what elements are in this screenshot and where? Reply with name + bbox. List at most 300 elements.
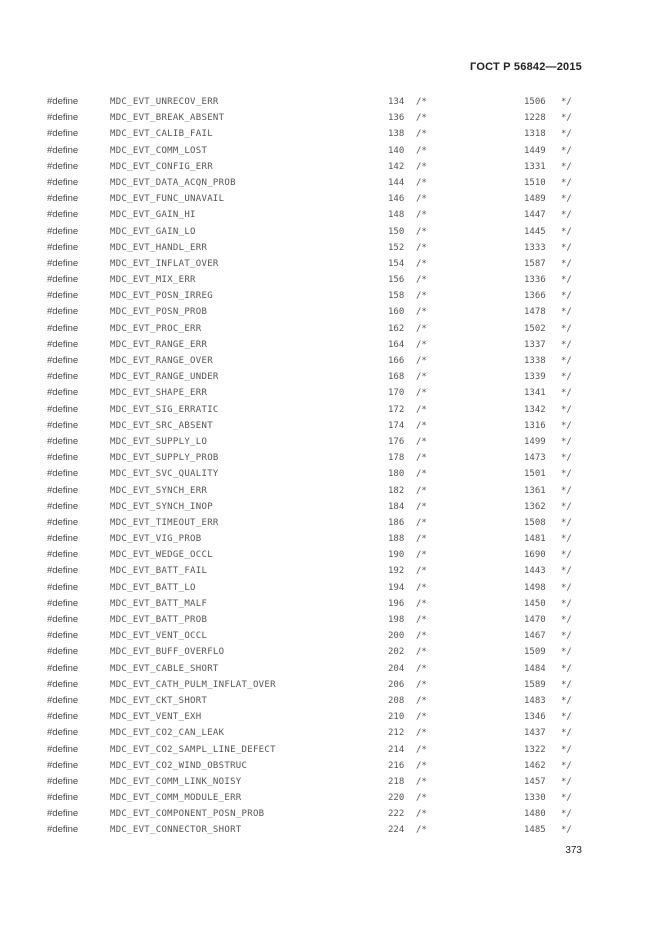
constant-value: 190 <box>388 550 405 561</box>
define-keyword: #define <box>47 824 79 836</box>
constant-value: 196 <box>388 598 405 609</box>
comment-close: */ <box>561 679 572 690</box>
reference-code: 1342 <box>524 404 546 415</box>
define-row <box>0 159 661 175</box>
comment-open: /* <box>416 501 427 512</box>
comment-close: */ <box>561 744 572 755</box>
comment-close: */ <box>561 825 572 836</box>
constant-value: 204 <box>388 663 405 674</box>
comment-close: */ <box>561 356 572 366</box>
comment-close: */ <box>561 485 572 496</box>
reference-code: 1480 <box>524 809 546 820</box>
comment-open: /* <box>416 615 427 625</box>
define-keyword: #define <box>47 581 79 593</box>
define-row <box>0 644 661 660</box>
constant-name: MDC_EVT_VENT_OCCL <box>110 631 208 642</box>
comment-open: /* <box>416 566 427 577</box>
constant-value: 140 <box>388 145 405 156</box>
comment-open: /* <box>416 404 427 415</box>
comment-close: */ <box>561 598 572 609</box>
define-keyword: #define <box>47 257 79 269</box>
constant-name: MDC_EVT_FUNC_UNAVAIL <box>110 194 225 205</box>
define-keyword: #define <box>47 176 79 188</box>
reference-code: 1457 <box>524 776 546 787</box>
comment-open: /* <box>416 534 427 545</box>
constant-value: 176 <box>388 436 405 447</box>
reference-code: 1509 <box>524 647 546 658</box>
constant-name: MDC_EVT_UNRECOV_ERR <box>110 97 219 107</box>
define-row <box>0 321 661 337</box>
comment-close: */ <box>561 712 572 723</box>
comment-close: */ <box>561 161 572 172</box>
comment-open: /* <box>416 760 427 771</box>
define-row <box>0 612 661 628</box>
reference-code: 1362 <box>524 501 546 512</box>
reference-code: 1228 <box>524 113 546 124</box>
comment-open: /* <box>416 226 427 237</box>
define-row <box>0 353 661 369</box>
constant-name: MDC_EVT_MIX_ERR <box>110 275 196 286</box>
define-row <box>0 434 661 450</box>
reference-code: 1366 <box>524 291 546 302</box>
define-keyword: #define <box>47 274 79 286</box>
standard-header: ГОСТ Р 56842—2015 <box>470 61 582 73</box>
define-row <box>0 693 661 709</box>
comment-open: /* <box>416 663 427 674</box>
reference-code: 1508 <box>524 517 546 528</box>
reference-code: 1473 <box>524 453 546 464</box>
comment-open: /* <box>416 679 427 690</box>
define-row <box>0 256 661 272</box>
reference-code: 1499 <box>524 436 546 447</box>
define-keyword: #define <box>47 614 79 625</box>
comment-open: /* <box>416 372 427 383</box>
reference-code: 1322 <box>524 744 546 755</box>
reference-code: 1449 <box>524 145 546 156</box>
define-row <box>0 499 661 515</box>
define-row <box>0 677 661 693</box>
comment-open: /* <box>416 825 427 836</box>
reference-code: 1467 <box>524 631 546 642</box>
constant-name: MDC_EVT_VIG_PROB <box>110 534 202 545</box>
constant-name: MDC_EVT_RANGE_OVER <box>110 356 213 366</box>
reference-code: 1470 <box>524 615 546 625</box>
constant-name: MDC_EVT_COMM_MODULE_ERR <box>110 793 242 804</box>
comment-close: */ <box>561 404 572 415</box>
reference-code: 1450 <box>524 598 546 609</box>
constant-name: MDC_EVT_BUFF_OVERFLO <box>110 647 225 658</box>
constant-name: MDC_EVT_POSN_PROB <box>110 307 208 318</box>
constant-value: 206 <box>388 679 405 690</box>
define-row <box>0 661 661 677</box>
comment-close: */ <box>561 615 572 625</box>
constant-name: MDC_EVT_SYNCH_ERR <box>110 485 208 496</box>
constant-name: MDC_EVT_SIG_ERRATIC <box>110 404 219 415</box>
comment-close: */ <box>561 453 572 464</box>
constant-name: MDC_EVT_TIMEOUT_ERR <box>110 517 219 528</box>
constant-value: 174 <box>388 420 405 431</box>
reference-code: 1339 <box>524 372 546 383</box>
constant-value: 138 <box>388 129 405 140</box>
constant-value: 162 <box>388 323 405 334</box>
constant-value: 212 <box>388 728 405 739</box>
constant-value: 166 <box>388 356 405 366</box>
comment-open: /* <box>416 307 427 318</box>
constant-name: MDC_EVT_COMM_LOST <box>110 145 208 156</box>
comment-close: */ <box>561 339 572 350</box>
define-row <box>0 450 661 466</box>
define-row <box>0 94 661 110</box>
comment-close: */ <box>561 566 572 577</box>
comment-close: */ <box>561 307 572 318</box>
comment-close: */ <box>561 194 572 205</box>
define-row <box>0 547 661 563</box>
comment-open: /* <box>416 712 427 723</box>
define-row <box>0 418 661 434</box>
constant-value: 182 <box>388 485 405 496</box>
reference-code: 1330 <box>524 793 546 804</box>
constant-value: 170 <box>388 388 405 399</box>
constant-name: MDC_EVT_CKT_SHORT <box>110 695 208 706</box>
comment-open: /* <box>416 275 427 286</box>
comment-close: */ <box>561 242 572 253</box>
constant-value: 194 <box>388 582 405 593</box>
code-listing <box>0 94 661 839</box>
comment-open: /* <box>416 517 427 528</box>
define-row <box>0 110 661 126</box>
constant-name: MDC_EVT_SVC_QUALITY <box>110 469 219 480</box>
constant-name: MDC_EVT_BREAK_ABSENT <box>110 113 225 124</box>
comment-close: */ <box>561 760 572 771</box>
define-keyword: #define <box>47 419 79 431</box>
define-row <box>0 822 661 838</box>
constant-value: 148 <box>388 210 405 221</box>
define-row <box>0 483 661 499</box>
define-keyword: #define <box>47 371 79 383</box>
define-keyword: #define <box>47 225 79 237</box>
define-keyword: #define <box>47 662 79 674</box>
define-keyword: #define <box>47 597 79 609</box>
comment-close: */ <box>561 695 572 706</box>
constant-value: 216 <box>388 760 405 771</box>
comment-close: */ <box>561 647 572 658</box>
reference-code: 1336 <box>524 275 546 286</box>
define-keyword: #define <box>47 500 79 512</box>
reference-code: 1318 <box>524 129 546 140</box>
constant-value: 164 <box>388 339 405 350</box>
constant-value: 224 <box>388 825 405 836</box>
constant-value: 198 <box>388 615 405 625</box>
constant-value: 136 <box>388 113 405 124</box>
define-keyword: #define <box>47 193 79 205</box>
comment-open: /* <box>416 598 427 609</box>
comment-close: */ <box>561 291 572 302</box>
define-row <box>0 304 661 320</box>
comment-open: /* <box>416 145 427 156</box>
define-row <box>0 143 661 159</box>
constant-value: 144 <box>388 177 405 188</box>
define-row <box>0 337 661 353</box>
define-keyword: #define <box>47 711 79 723</box>
comment-close: */ <box>561 129 572 140</box>
define-keyword: #define <box>47 452 79 464</box>
define-row <box>0 580 661 596</box>
comment-close: */ <box>561 97 572 107</box>
comment-open: /* <box>416 161 427 172</box>
define-keyword: #define <box>47 792 79 804</box>
comment-close: */ <box>561 517 572 528</box>
constant-value: 180 <box>388 469 405 480</box>
define-row <box>0 725 661 741</box>
define-keyword: #define <box>47 533 79 545</box>
comment-open: /* <box>416 323 427 334</box>
comment-open: /* <box>416 776 427 787</box>
constant-name: MDC_EVT_SHAPE_ERR <box>110 388 208 399</box>
constant-name: MDC_EVT_SUPPLY_LO <box>110 436 208 447</box>
comment-open: /* <box>416 388 427 399</box>
constant-name: MDC_EVT_BATT_MALF <box>110 598 208 609</box>
comment-open: /* <box>416 485 427 496</box>
define-keyword: #define <box>47 306 79 318</box>
constant-name: MDC_EVT_BATT_LO <box>110 582 196 593</box>
reference-code: 1587 <box>524 258 546 269</box>
comment-open: /* <box>416 210 427 221</box>
reference-code: 1316 <box>524 420 546 431</box>
comment-open: /* <box>416 436 427 447</box>
reference-code: 1445 <box>524 226 546 237</box>
define-row <box>0 385 661 401</box>
constant-name: MDC_EVT_RANGE_UNDER <box>110 372 219 383</box>
comment-open: /* <box>416 242 427 253</box>
define-keyword: #define <box>47 808 79 820</box>
comment-open: /* <box>416 420 427 431</box>
define-keyword: #define <box>47 646 79 658</box>
comment-open: /* <box>416 453 427 464</box>
constant-value: 134 <box>388 97 405 107</box>
define-keyword: #define <box>47 112 79 124</box>
comment-close: */ <box>561 177 572 188</box>
constant-value: 158 <box>388 291 405 302</box>
define-row <box>0 402 661 418</box>
constant-name: MDC_EVT_CONNECTOR_SHORT <box>110 825 242 836</box>
constant-value: 152 <box>388 242 405 253</box>
define-row <box>0 288 661 304</box>
define-keyword: #define <box>47 630 79 642</box>
define-keyword: #define <box>47 338 79 350</box>
reference-code: 1333 <box>524 242 546 253</box>
define-row <box>0 175 661 191</box>
reference-code: 1489 <box>524 194 546 205</box>
comment-close: */ <box>561 631 572 642</box>
reference-code: 1443 <box>524 566 546 577</box>
comment-open: /* <box>416 550 427 561</box>
reference-code: 1447 <box>524 210 546 221</box>
constant-value: 142 <box>388 161 405 172</box>
constant-value: 218 <box>388 776 405 787</box>
page-number: 373 <box>565 845 582 856</box>
constant-name: MDC_EVT_POSN_IRREG <box>110 291 213 302</box>
reference-code: 1502 <box>524 323 546 334</box>
comment-open: /* <box>416 113 427 124</box>
define-keyword: #define <box>47 96 79 107</box>
constant-name: MDC_EVT_INFLAT_OVER <box>110 258 219 269</box>
constant-value: 202 <box>388 647 405 658</box>
define-keyword: #define <box>47 160 79 172</box>
define-keyword: #define <box>47 128 79 140</box>
define-keyword: #define <box>47 759 79 771</box>
constant-name: MDC_EVT_BATT_FAIL <box>110 566 208 577</box>
reference-code: 1331 <box>524 161 546 172</box>
constant-value: 154 <box>388 258 405 269</box>
define-row <box>0 628 661 644</box>
define-keyword: #define <box>47 484 79 496</box>
comment-open: /* <box>416 129 427 140</box>
comment-close: */ <box>561 582 572 593</box>
constant-value: 200 <box>388 631 405 642</box>
constant-name: MDC_EVT_COMPONENT_POSN_PROB <box>110 809 265 820</box>
constant-value: 160 <box>388 307 405 318</box>
constant-name: MDC_EVT_GAIN_LO <box>110 226 196 237</box>
reference-code: 1337 <box>524 339 546 350</box>
define-keyword: #define <box>47 403 79 415</box>
define-row <box>0 126 661 142</box>
comment-open: /* <box>416 647 427 658</box>
reference-code: 1506 <box>524 97 546 107</box>
define-row <box>0 806 661 822</box>
constant-value: 184 <box>388 501 405 512</box>
reference-code: 1462 <box>524 760 546 771</box>
constant-value: 156 <box>388 275 405 286</box>
define-keyword: #define <box>47 209 79 221</box>
define-keyword: #define <box>47 694 79 706</box>
constant-name: MDC_EVT_CONFIG_ERR <box>110 161 213 172</box>
constant-name: MDC_EVT_CALIB_FAIL <box>110 129 213 140</box>
comment-open: /* <box>416 695 427 706</box>
define-keyword: #define <box>47 241 79 253</box>
comment-close: */ <box>561 663 572 674</box>
constant-name: MDC_EVT_PROC_ERR <box>110 323 202 334</box>
define-keyword: #define <box>47 727 79 739</box>
comment-open: /* <box>416 469 427 480</box>
reference-code: 1510 <box>524 177 546 188</box>
comment-close: */ <box>561 793 572 804</box>
comment-close: */ <box>561 388 572 399</box>
comment-open: /* <box>416 194 427 205</box>
define-keyword: #define <box>47 144 79 156</box>
constant-value: 210 <box>388 712 405 723</box>
define-keyword: #define <box>47 355 79 366</box>
constant-value: 178 <box>388 453 405 464</box>
comment-close: */ <box>561 372 572 383</box>
define-row <box>0 758 661 774</box>
constant-name: MDC_EVT_CATH_PULM_INFLAT_OVER <box>110 679 276 690</box>
constant-value: 186 <box>388 517 405 528</box>
comment-open: /* <box>416 97 427 107</box>
define-keyword: #define <box>47 322 79 334</box>
constant-value: 222 <box>388 809 405 820</box>
define-row <box>0 596 661 612</box>
define-row <box>0 272 661 288</box>
comment-close: */ <box>561 210 572 221</box>
comment-close: */ <box>561 226 572 237</box>
comment-open: /* <box>416 631 427 642</box>
define-row <box>0 515 661 531</box>
constant-value: 146 <box>388 194 405 205</box>
define-keyword: #define <box>47 387 79 399</box>
constant-name: MDC_EVT_CO2_CAN_LEAK <box>110 728 225 739</box>
define-keyword: #define <box>47 565 79 577</box>
reference-code: 1485 <box>524 825 546 836</box>
define-row <box>0 224 661 240</box>
constant-name: MDC_EVT_VENT_EXH <box>110 712 202 723</box>
comment-close: */ <box>561 436 572 447</box>
define-row <box>0 466 661 482</box>
constant-name: MDC_EVT_CO2_SAMPL_LINE_DEFECT <box>110 744 276 755</box>
reference-code: 1341 <box>524 388 546 399</box>
comment-close: */ <box>561 420 572 431</box>
define-keyword: #define <box>47 549 79 561</box>
constant-name: MDC_EVT_RANGE_ERR <box>110 339 208 350</box>
constant-value: 168 <box>388 372 405 383</box>
comment-close: */ <box>561 728 572 739</box>
reference-code: 1338 <box>524 356 546 366</box>
comment-open: /* <box>416 582 427 593</box>
constant-value: 214 <box>388 744 405 755</box>
constant-name: MDC_EVT_HANDL_ERR <box>110 242 208 253</box>
define-keyword: #define <box>47 775 79 787</box>
define-row <box>0 531 661 547</box>
comment-open: /* <box>416 177 427 188</box>
define-row <box>0 709 661 725</box>
comment-open: /* <box>416 339 427 350</box>
comment-open: /* <box>416 744 427 755</box>
define-keyword: #define <box>47 743 79 755</box>
comment-open: /* <box>416 291 427 302</box>
reference-code: 1498 <box>524 582 546 593</box>
reference-code: 1481 <box>524 534 546 545</box>
constant-name: MDC_EVT_SUPPLY_PROB <box>110 453 219 464</box>
comment-close: */ <box>561 323 572 334</box>
reference-code: 1589 <box>524 679 546 690</box>
constant-value: 192 <box>388 566 405 577</box>
define-row <box>0 240 661 256</box>
define-row <box>0 774 661 790</box>
constant-name: MDC_EVT_WEDGE_OCCL <box>110 550 213 561</box>
constant-value: 220 <box>388 793 405 804</box>
constant-value: 188 <box>388 534 405 545</box>
constant-name: MDC_EVT_CO2_WIND_OBSTRUC <box>110 760 248 771</box>
define-row <box>0 742 661 758</box>
constant-name: MDC_EVT_SYNCH_INOP <box>110 501 213 512</box>
comment-close: */ <box>561 258 572 269</box>
constant-value: 150 <box>388 226 405 237</box>
comment-close: */ <box>561 776 572 787</box>
constant-name: MDC_EVT_DATA_ACQN_PROB <box>110 177 236 188</box>
constant-name: MDC_EVT_CABLE_SHORT <box>110 663 219 674</box>
define-keyword: #define <box>47 678 79 690</box>
constant-value: 172 <box>388 404 405 415</box>
define-keyword: #define <box>47 468 79 480</box>
comment-close: */ <box>561 275 572 286</box>
define-row <box>0 563 661 579</box>
comment-close: */ <box>561 501 572 512</box>
comment-open: /* <box>416 356 427 366</box>
reference-code: 1437 <box>524 728 546 739</box>
comment-close: */ <box>561 809 572 820</box>
comment-open: /* <box>416 809 427 820</box>
constant-name: MDC_EVT_SRC_ABSENT <box>110 420 213 431</box>
define-keyword: #define <box>47 290 79 302</box>
